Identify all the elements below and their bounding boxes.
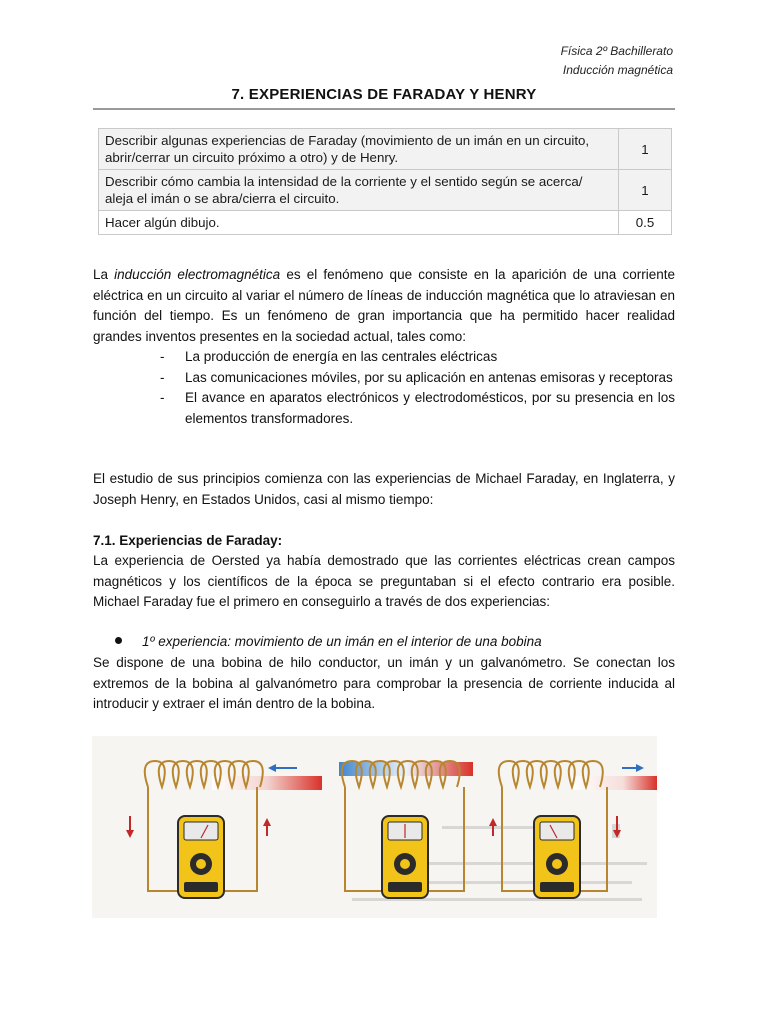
subsection-title: 7.1. Experiencias de Faraday: [93,533,283,548]
figure-drawing [92,736,657,918]
intro-after: es el fenómeno que consiste en la aparición de una corriente eléctrica en un circuito al variar el número de líneas de inducción magnética que lo atraviesan en función del tiempo. Es un fenómeno de gran importancia que ha permitido hacer realidad grandes inventos presentes en la sociedad actual, tales como: [93,267,675,344]
list-item: - Las comunicaciones móviles, por su aplicación en antenas emisoras y receptoras [160,369,673,385]
experiment-panel-1 [126,761,322,898]
coil [499,761,603,787]
arrowhead-icon [126,830,134,838]
intro-paragraph [93,265,675,347]
experiment-1-title: 1º experiencia: movimiento de un imán en el interior de una bobina [142,634,542,649]
header-topic: Inducción magnética [562,63,673,77]
table-row [99,129,672,170]
experiment-panel-3 [489,761,657,898]
list-item: - La producción de energía en las centrales eléctricas [160,349,498,364]
oersted-paragraph: La experiencia de Oersted ya había demostrado que las corrientes eléctricas crean campos magnéticos y los científicos de la época se preguntaban si el efecto contrario era posible. Michael Faraday fue el primero en conseguirlo a través de dos experiencias: [93,553,675,609]
header-course: Física 2º Bachillerato [560,44,673,58]
history-paragraph: El estudio de sus principios comienza con las experiencias de Michael Faraday, en Inglaterra, y Joseph Henry, en Estados Unidos, casi al mismo tiempo: [93,471,675,507]
experiment-1-paragraph: Se dispone de una bobina de hilo conductor, un imán y un galvanómetro. Se conectan los extremos de la bobina al galvanómetro para comprobar la presencia de corriente inducida al introducir y extraer el imán dentro de la bobina. [93,655,675,711]
title-divider [93,108,675,110]
table-row [99,211,672,235]
intro-before: La [93,267,115,282]
applications-list [160,347,675,429]
arrowhead-icon [263,818,271,826]
criterion-score: 1 [619,129,672,170]
galvanometer-icon [178,816,224,898]
criterion-score: 1 [619,170,672,211]
arrowhead-icon [636,764,644,772]
list-item: - El avance en aparatos electrónicos y electrodomésticos, por su presencia en los elementos transformadores. [160,390,675,426]
galvanometer-icon [534,816,580,898]
arrowhead-icon [489,818,497,826]
arrowhead-icon [268,764,276,772]
galvanometer-icon [382,816,428,898]
page-header [561,42,673,80]
evaluation-criteria-table [98,128,672,235]
criterion-text: Describir cómo cambia la intensidad de la corriente y el sentido según se acerca/ aleja el imán o se abra/cierra el circuito. [99,170,619,211]
intro-term: inducción electromagnética [114,267,281,282]
coil [145,761,263,787]
criterion-text: Hacer algún dibujo. [99,211,619,235]
faraday-experiment-figure [92,736,657,918]
section-title-main: 7. EXPERIENCIAS DE FARADAY Y HENRY [231,86,537,103]
bullet-dot-icon [115,637,122,644]
experiment-1-heading [115,632,542,653]
criterion-score: 0.5 [619,211,672,235]
criterion-text: Describir algunas experiencias de Faraday (movimiento de un imán en un circuito, abrir/cerrar un circuito próximo a otro) y de Henry. [99,129,619,170]
table-row [99,170,672,211]
experiment-panel-2 [339,761,473,898]
